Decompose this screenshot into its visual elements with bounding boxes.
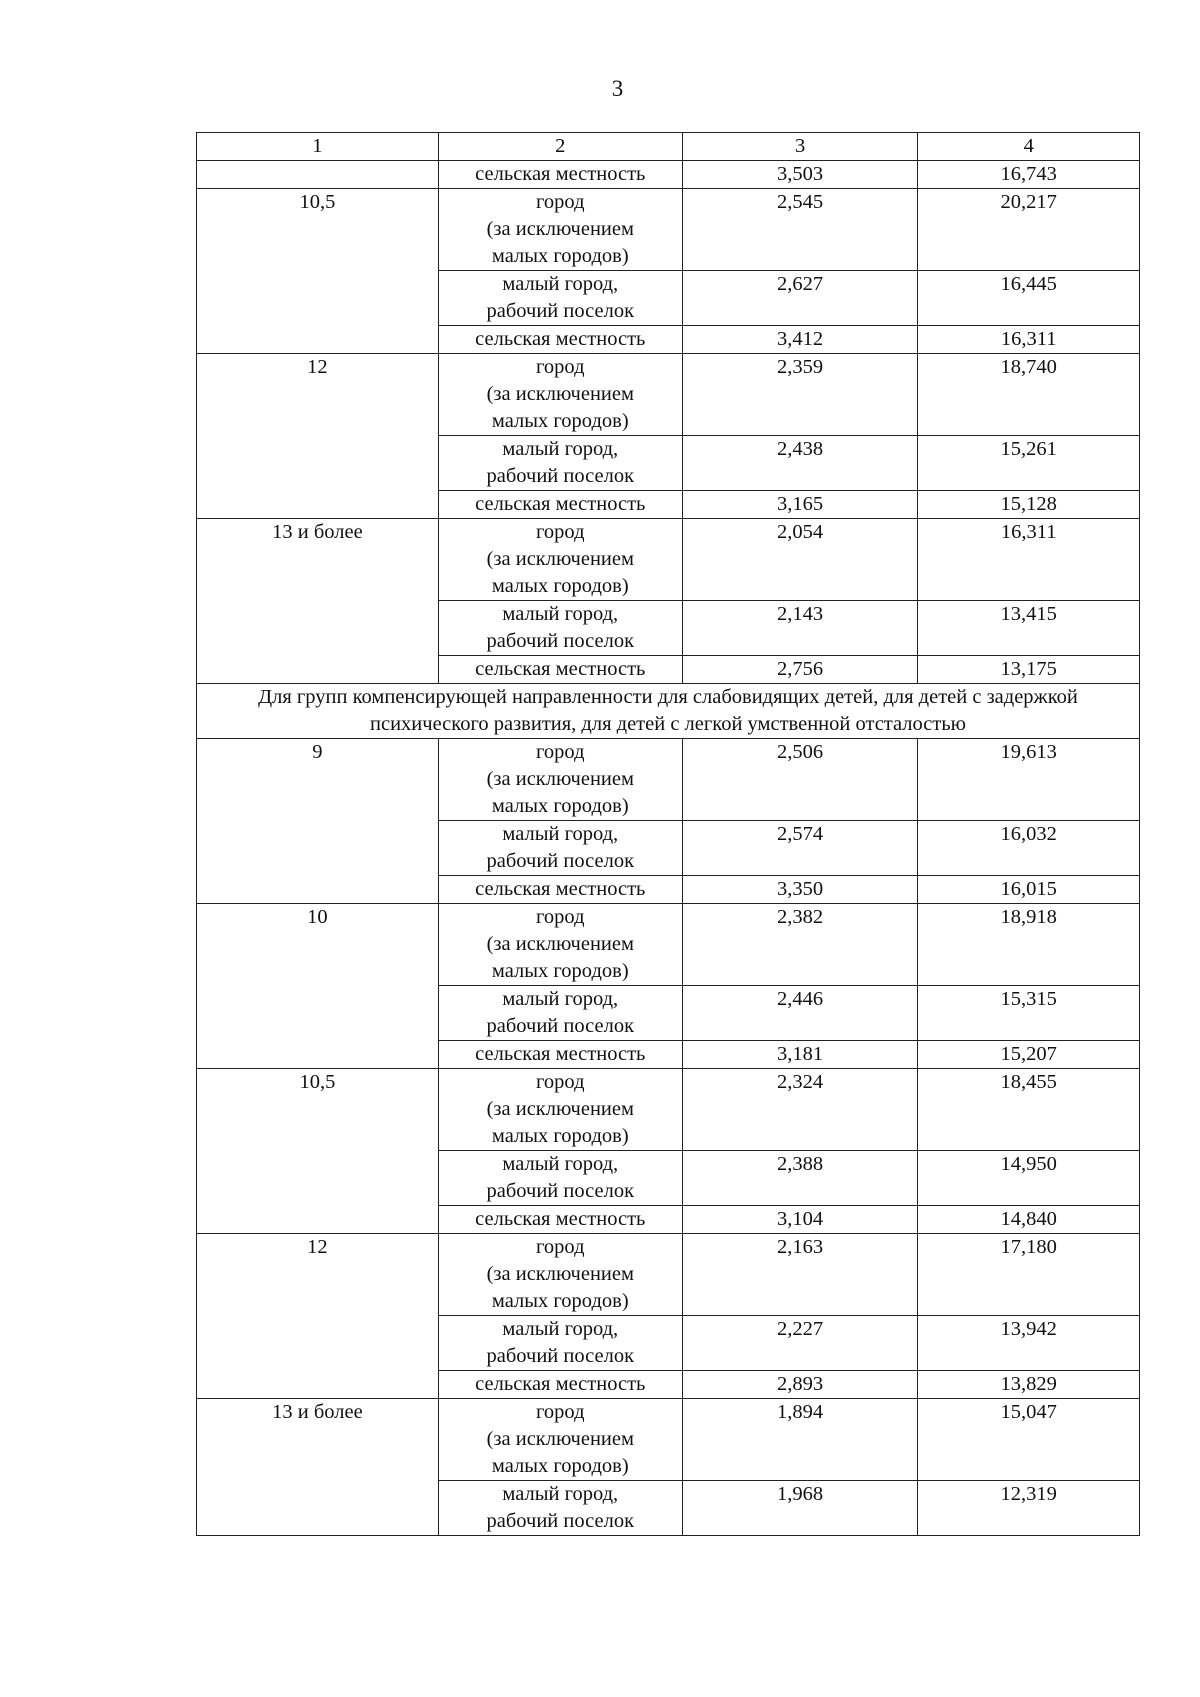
settlement-cell: малый город, рабочий поселок bbox=[438, 436, 682, 491]
header-row bbox=[197, 133, 1140, 161]
table-row bbox=[197, 739, 1140, 821]
settlement-cell: малый город, рабочий поселок bbox=[438, 601, 682, 656]
value-cell-col3: 2,054 bbox=[682, 519, 918, 601]
value-cell-col4: 18,918 bbox=[918, 904, 1140, 986]
settlement-cell: сельская местность bbox=[438, 876, 682, 904]
settlement-cell: сельская местность bbox=[438, 491, 682, 519]
settlement-cell: сельская местность bbox=[438, 1371, 682, 1399]
value-cell-col3: 1,894 bbox=[682, 1399, 918, 1481]
value-cell-col4: 13,942 bbox=[918, 1316, 1140, 1371]
group-size-cell: 12 bbox=[197, 1234, 439, 1399]
value-cell-col3: 2,506 bbox=[682, 739, 918, 821]
value-cell-col3: 2,382 bbox=[682, 904, 918, 986]
data-table bbox=[196, 132, 1140, 1536]
value-cell-col3: 2,545 bbox=[682, 189, 918, 271]
value-cell-col3: 2,574 bbox=[682, 821, 918, 876]
value-cell-col3: 3,350 bbox=[682, 876, 918, 904]
settlement-cell: город (за исключением малых городов) bbox=[438, 1069, 682, 1151]
value-cell-col4: 13,829 bbox=[918, 1371, 1140, 1399]
value-cell-col3: 2,893 bbox=[682, 1371, 918, 1399]
settlement-cell: город (за исключением малых городов) bbox=[438, 1234, 682, 1316]
settlement-cell: город (за исключением малых городов) bbox=[438, 354, 682, 436]
settlement-cell: сельская местность bbox=[438, 326, 682, 354]
value-cell-col3: 2,756 bbox=[682, 656, 918, 684]
value-cell-col3: 2,388 bbox=[682, 1151, 918, 1206]
value-cell-col3: 3,181 bbox=[682, 1041, 918, 1069]
value-cell-col4: 12,319 bbox=[918, 1481, 1140, 1536]
value-cell-col3: 2,446 bbox=[682, 986, 918, 1041]
value-cell-col3: 2,438 bbox=[682, 436, 918, 491]
value-cell-col4: 15,207 bbox=[918, 1041, 1140, 1069]
table-row bbox=[197, 189, 1140, 271]
settlement-cell: сельская местность bbox=[438, 1041, 682, 1069]
settlement-cell: сельская местность bbox=[438, 1206, 682, 1234]
value-cell-col3: 3,412 bbox=[682, 326, 918, 354]
value-cell-col3: 3,165 bbox=[682, 491, 918, 519]
group-size-cell: 12 bbox=[197, 354, 439, 519]
settlement-cell: сельская местность bbox=[438, 161, 682, 189]
value-cell-col4: 16,032 bbox=[918, 821, 1140, 876]
page-number: 3 bbox=[611, 76, 624, 101]
value-cell-col4: 16,311 bbox=[918, 326, 1140, 354]
value-cell-col4: 15,047 bbox=[918, 1399, 1140, 1481]
group-size-cell: 9 bbox=[197, 739, 439, 904]
group-size-cell: 13 и более bbox=[197, 519, 439, 684]
value-cell-col4: 15,261 bbox=[918, 436, 1140, 491]
settlement-cell: малый город, рабочий поселок bbox=[438, 1316, 682, 1371]
settlement-cell: малый город, рабочий поселок bbox=[438, 986, 682, 1041]
value-cell-col4: 16,311 bbox=[918, 519, 1140, 601]
value-cell-col3: 2,359 bbox=[682, 354, 918, 436]
settlement-cell: малый город, рабочий поселок bbox=[438, 1481, 682, 1536]
value-cell-col4: 13,175 bbox=[918, 656, 1140, 684]
value-cell-col3: 3,104 bbox=[682, 1206, 918, 1234]
settlement-cell: малый город, рабочий поселок bbox=[438, 821, 682, 876]
value-cell-col3: 1,968 bbox=[682, 1481, 918, 1536]
value-cell-col4: 14,840 bbox=[918, 1206, 1140, 1234]
settlement-cell: город (за исключением малых городов) bbox=[438, 189, 682, 271]
value-cell-col4: 17,180 bbox=[918, 1234, 1140, 1316]
value-cell-col4: 16,743 bbox=[918, 161, 1140, 189]
section-heading-row bbox=[197, 684, 1140, 739]
settlement-cell: малый город, рабочий поселок bbox=[438, 271, 682, 326]
header-cell: 2 bbox=[438, 133, 682, 161]
group-size-cell: 10,5 bbox=[197, 1069, 439, 1234]
header-cell: 4 bbox=[918, 133, 1140, 161]
value-cell-col4: 19,613 bbox=[918, 739, 1140, 821]
group-size-cell: 13 и более bbox=[197, 1399, 439, 1536]
settlement-cell: город (за исключением малых городов) bbox=[438, 1399, 682, 1481]
value-cell-col4: 14,950 bbox=[918, 1151, 1140, 1206]
header-cell: 1 bbox=[197, 133, 439, 161]
value-cell-col3: 2,143 bbox=[682, 601, 918, 656]
settlement-cell: сельская местность bbox=[438, 656, 682, 684]
value-cell-col3: 2,627 bbox=[682, 271, 918, 326]
header-cell: 3 bbox=[682, 133, 918, 161]
table-row bbox=[197, 519, 1140, 601]
table-row bbox=[197, 1234, 1140, 1316]
value-cell-col4: 16,015 bbox=[918, 876, 1140, 904]
section-heading: Для групп компенсирующей направленности для слабовидящих детей, для детей с задержкой психического развития, для детей с легкой умственной отсталостью bbox=[197, 684, 1140, 739]
table-row bbox=[197, 161, 1140, 189]
table-row bbox=[197, 1069, 1140, 1151]
value-cell-col3: 2,324 bbox=[682, 1069, 918, 1151]
settlement-cell: город (за исключением малых городов) bbox=[438, 904, 682, 986]
table-row bbox=[197, 904, 1140, 986]
value-cell-col4: 15,128 bbox=[918, 491, 1140, 519]
settlement-cell: город (за исключением малых городов) bbox=[438, 519, 682, 601]
value-cell-col4: 18,455 bbox=[918, 1069, 1140, 1151]
group-size-cell: 10,5 bbox=[197, 189, 439, 354]
table-row bbox=[197, 354, 1140, 436]
value-cell-col4: 16,445 bbox=[918, 271, 1140, 326]
settlement-cell: город (за исключением малых городов) bbox=[438, 739, 682, 821]
settlement-cell: малый город, рабочий поселок bbox=[438, 1151, 682, 1206]
value-cell-col3: 2,227 bbox=[682, 1316, 918, 1371]
group-size-cell: 10 bbox=[197, 904, 439, 1069]
value-cell-col4: 20,217 bbox=[918, 189, 1140, 271]
value-cell-col4: 15,315 bbox=[918, 986, 1140, 1041]
table-row bbox=[197, 1399, 1140, 1481]
group-size-cell bbox=[197, 161, 439, 189]
value-cell-col4: 13,415 bbox=[918, 601, 1140, 656]
value-cell-col3: 3,503 bbox=[682, 161, 918, 189]
value-cell-col4: 18,740 bbox=[918, 354, 1140, 436]
value-cell-col3: 2,163 bbox=[682, 1234, 918, 1316]
